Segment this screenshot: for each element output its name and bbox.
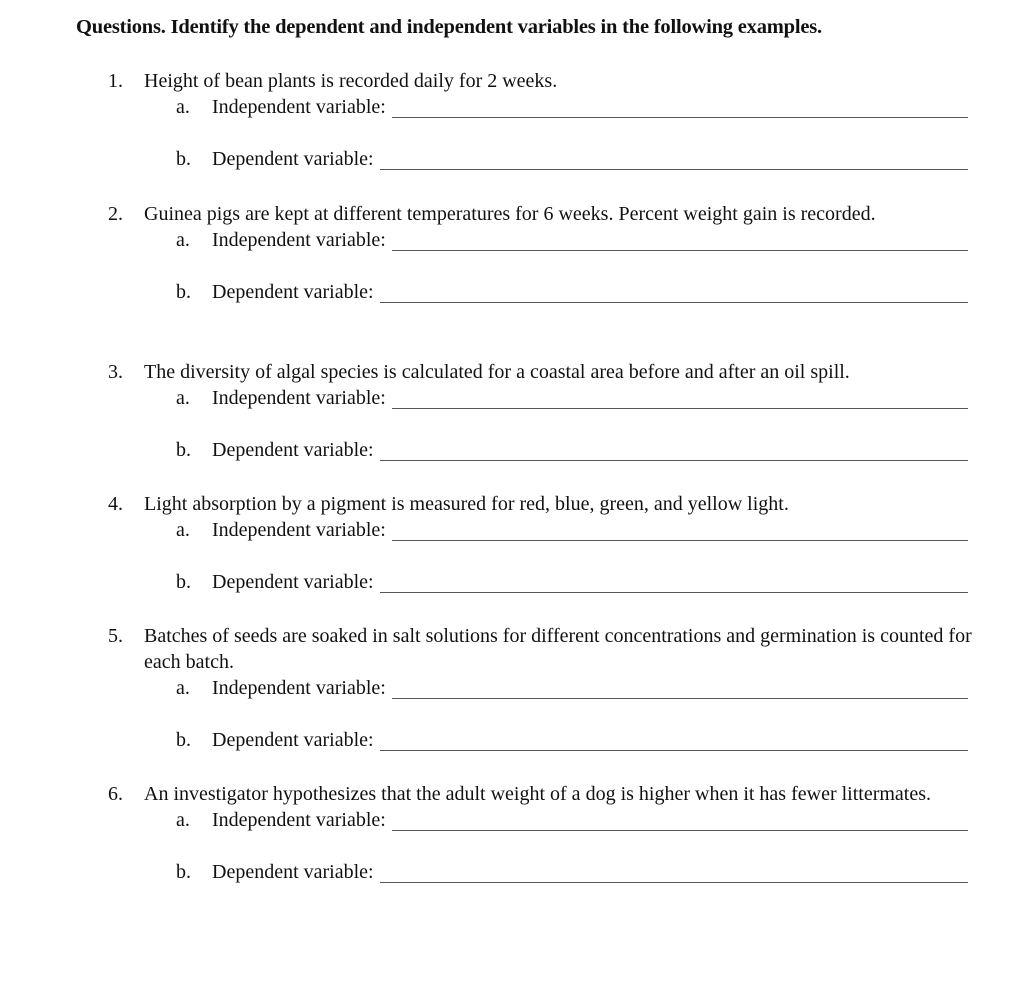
question-text: Height of bean plants is recorded daily for 2 weeks. bbox=[144, 70, 558, 92]
sub-letter: a. bbox=[176, 387, 190, 409]
independent-variable-label: Independent variable: bbox=[212, 387, 386, 409]
sub-letter: a. bbox=[176, 519, 190, 541]
dependent-variable-blank[interactable] bbox=[380, 574, 968, 593]
sub-letter: b. bbox=[176, 148, 191, 170]
dependent-variable-label: Dependent variable: bbox=[212, 729, 374, 751]
independent-variable-row bbox=[176, 807, 968, 833]
independent-variable-blank[interactable] bbox=[392, 522, 968, 541]
independent-variable-blank[interactable] bbox=[392, 99, 968, 118]
dependent-variable-row bbox=[176, 569, 968, 595]
dependent-variable-row bbox=[176, 437, 968, 463]
question-text: Batches of seeds are soaked in salt solutions for different concentrations and germination is counted for each batch. bbox=[144, 625, 972, 673]
independent-variable-blank[interactable] bbox=[392, 390, 968, 409]
worksheet-heading: Questions. Identify the dependent and independent variables in the following examples. bbox=[76, 16, 822, 38]
independent-variable-row bbox=[176, 517, 968, 543]
sub-letter: a. bbox=[176, 229, 190, 251]
dependent-variable-row bbox=[176, 279, 968, 305]
independent-variable-row bbox=[176, 675, 968, 701]
independent-variable-label: Independent variable: bbox=[212, 96, 386, 118]
question-text: Light absorption by a pigment is measured for red, blue, green, and yellow light. bbox=[144, 493, 789, 515]
sub-letter: a. bbox=[176, 96, 190, 118]
independent-variable-blank[interactable] bbox=[392, 680, 968, 699]
independent-variable-label: Independent variable: bbox=[212, 809, 386, 831]
dependent-variable-blank[interactable] bbox=[380, 284, 968, 303]
sub-letter: a. bbox=[176, 677, 190, 699]
dependent-variable-blank[interactable] bbox=[380, 732, 968, 751]
dependent-variable-blank[interactable] bbox=[380, 864, 968, 883]
dependent-variable-row bbox=[176, 727, 968, 753]
independent-variable-label: Independent variable: bbox=[212, 677, 386, 699]
question-1 bbox=[108, 68, 978, 172]
question-3 bbox=[108, 359, 978, 463]
independent-variable-blank[interactable] bbox=[392, 812, 968, 831]
question-number: 2. bbox=[108, 203, 123, 225]
dependent-variable-label: Dependent variable: bbox=[212, 281, 374, 303]
independent-variable-label: Independent variable: bbox=[212, 229, 386, 251]
question-6 bbox=[108, 781, 978, 885]
sub-letter: a. bbox=[176, 809, 190, 831]
question-number: 5. bbox=[108, 625, 123, 647]
sub-letter: b. bbox=[176, 729, 191, 751]
question-number: 4. bbox=[108, 493, 123, 515]
question-number: 3. bbox=[108, 361, 123, 383]
dependent-variable-row bbox=[176, 146, 968, 172]
dependent-variable-row bbox=[176, 859, 968, 885]
independent-variable-row bbox=[176, 94, 968, 120]
question-number: 1. bbox=[108, 70, 123, 92]
sub-letter: b. bbox=[176, 571, 191, 593]
dependent-variable-label: Dependent variable: bbox=[212, 439, 374, 461]
dependent-variable-blank[interactable] bbox=[380, 442, 968, 461]
independent-variable-row bbox=[176, 385, 968, 411]
question-text: The diversity of algal species is calculated for a coastal area before and after an oil spill. bbox=[144, 361, 850, 383]
dependent-variable-label: Dependent variable: bbox=[212, 861, 374, 883]
question-2 bbox=[108, 201, 978, 305]
independent-variable-row bbox=[176, 227, 968, 253]
dependent-variable-label: Dependent variable: bbox=[212, 571, 374, 593]
question-number: 6. bbox=[108, 783, 123, 805]
independent-variable-label: Independent variable: bbox=[212, 519, 386, 541]
question-4 bbox=[108, 491, 978, 595]
dependent-variable-label: Dependent variable: bbox=[212, 148, 374, 170]
independent-variable-blank[interactable] bbox=[392, 232, 968, 251]
sub-letter: b. bbox=[176, 861, 191, 883]
sub-letter: b. bbox=[176, 439, 191, 461]
question-5 bbox=[108, 623, 978, 753]
question-text: An investigator hypothesizes that the adult weight of a dog is higher when it has fewer littermates. bbox=[144, 783, 932, 805]
question-text: Guinea pigs are kept at different temperatures for 6 weeks. Percent weight gain is recorded. bbox=[144, 203, 876, 225]
sub-letter: b. bbox=[176, 281, 191, 303]
dependent-variable-blank[interactable] bbox=[380, 151, 968, 170]
